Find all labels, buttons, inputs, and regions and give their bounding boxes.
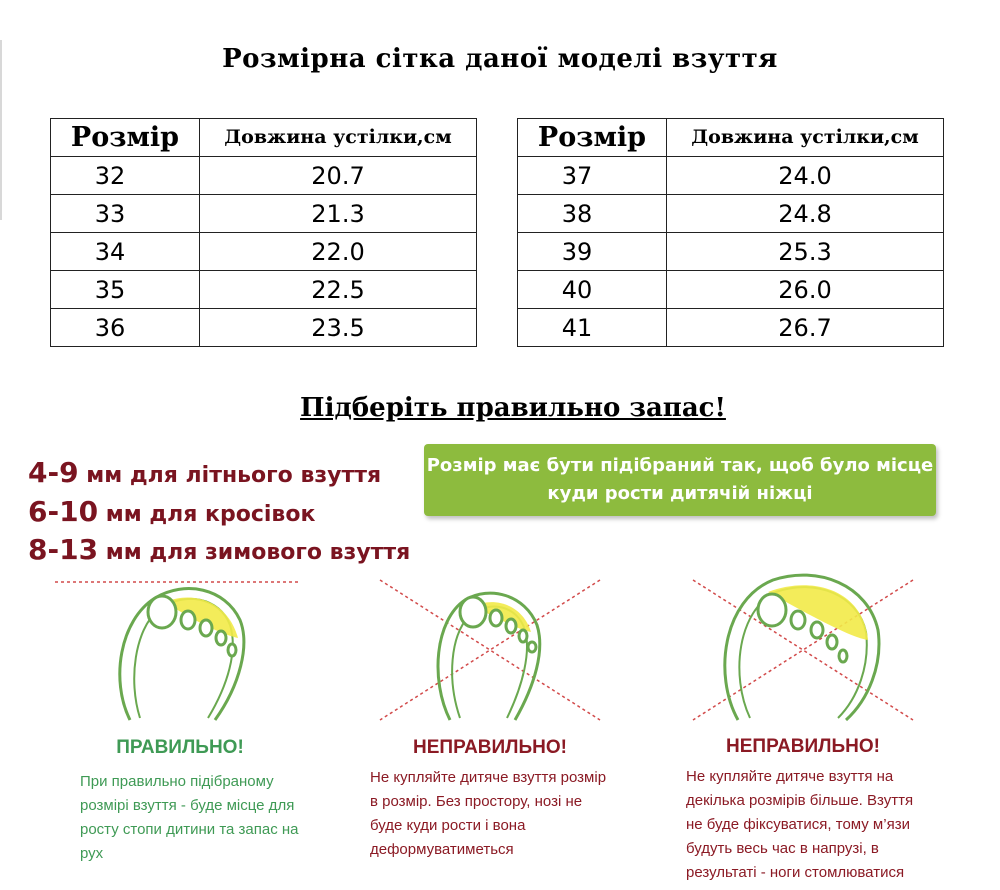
allowance-range: 6-10 — [28, 495, 99, 528]
cell-length: 20.7 — [200, 157, 477, 195]
table-row — [518, 157, 944, 195]
table-row — [51, 271, 477, 309]
verdict-too-big: НЕПРАВИЛЬНО! — [726, 736, 880, 757]
description-line: результаті - ноги стомлюватися — [686, 864, 905, 881]
header-size: Розмір — [518, 119, 667, 157]
verdict-correct: ПРАВИЛЬНО! — [116, 737, 244, 758]
allowance-text: мм для літнього взуття — [78, 463, 382, 488]
allowance-text: мм для кросівок — [98, 502, 316, 527]
cell-size: 34 — [51, 233, 200, 271]
cell-length: 26.7 — [667, 309, 944, 347]
table-row — [518, 309, 944, 347]
description-too-big — [686, 765, 951, 885]
section-subtitle: Підберіть правильно запас! — [300, 393, 726, 423]
table-header-row — [51, 119, 477, 157]
header-length: Довжина устілки,см — [667, 119, 944, 157]
table-row — [518, 195, 944, 233]
cell-size: 38 — [518, 195, 667, 233]
description-line: буде куди рости і вона — [370, 817, 526, 834]
allowance-text: мм для зимового взуття — [98, 540, 411, 565]
description-line: Не купляйте дитяче взуття на — [686, 768, 894, 785]
cell-size: 37 — [518, 157, 667, 195]
cell-length: 25.3 — [667, 233, 944, 271]
cell-size: 35 — [51, 271, 200, 309]
allowance-winter — [28, 533, 410, 566]
description-line: в розмір. Без простору, нозі не — [370, 793, 583, 810]
description-line: розмірі взуття - буде місце для — [80, 797, 295, 814]
description-line: не буде фіксуватися, тому м’язи — [686, 816, 910, 833]
foot-too-small-icon — [355, 570, 615, 730]
header-length: Довжина устілки,см — [200, 119, 477, 157]
header-size: Розмір — [51, 119, 200, 157]
cell-size: 40 — [518, 271, 667, 309]
cell-size: 39 — [518, 233, 667, 271]
verdict-too-small: НЕПРАВИЛЬНО! — [413, 737, 567, 758]
cell-length: 22.5 — [200, 271, 477, 309]
description-line: росту стопи дитини та запас на — [80, 821, 299, 838]
growth-note-line-2: куди рости дитячій ніжці — [547, 483, 813, 504]
growth-note-box — [424, 444, 936, 516]
allowance-sneakers — [28, 495, 315, 528]
size-table-left — [50, 118, 477, 347]
description-too-small — [370, 766, 640, 862]
table-row — [51, 157, 477, 195]
allowance-range: 8-13 — [28, 533, 99, 566]
cell-length: 23.5 — [200, 309, 477, 347]
cell-size: 41 — [518, 309, 667, 347]
cell-length: 26.0 — [667, 271, 944, 309]
description-line: Не купляйте дитяче взуття розмір — [370, 769, 607, 786]
description-correct — [80, 770, 330, 866]
table-row — [51, 309, 477, 347]
cell-size: 33 — [51, 195, 200, 233]
page-title: Розмірна сітка даної моделі взуття — [222, 44, 778, 74]
description-line: декілька розмірів більше. Взуття — [686, 792, 914, 809]
cell-size: 36 — [51, 309, 200, 347]
description-line: При правильно підібраному — [80, 773, 274, 790]
description-line: деформуватиметься — [370, 841, 514, 858]
foot-too-big-icon — [668, 570, 928, 730]
cell-size: 32 — [51, 157, 200, 195]
cell-length: 22.0 — [200, 233, 477, 271]
description-line: рух — [80, 845, 104, 862]
table-row — [51, 195, 477, 233]
allowance-range: 4-9 — [28, 456, 79, 489]
table-row — [518, 233, 944, 271]
description-line: будуть весь час в напрузі, в — [686, 840, 879, 857]
allowance-summer — [28, 456, 381, 489]
table-header-row — [518, 119, 944, 157]
cell-length: 21.3 — [200, 195, 477, 233]
growth-note-line-1: Розмір має бути підібраний так, щоб було місце — [426, 455, 934, 476]
foot-correct-icon — [50, 570, 310, 730]
size-table-right — [517, 118, 944, 347]
table-row — [51, 233, 477, 271]
cell-length: 24.8 — [667, 195, 944, 233]
table-row — [518, 271, 944, 309]
cell-length: 24.0 — [667, 157, 944, 195]
